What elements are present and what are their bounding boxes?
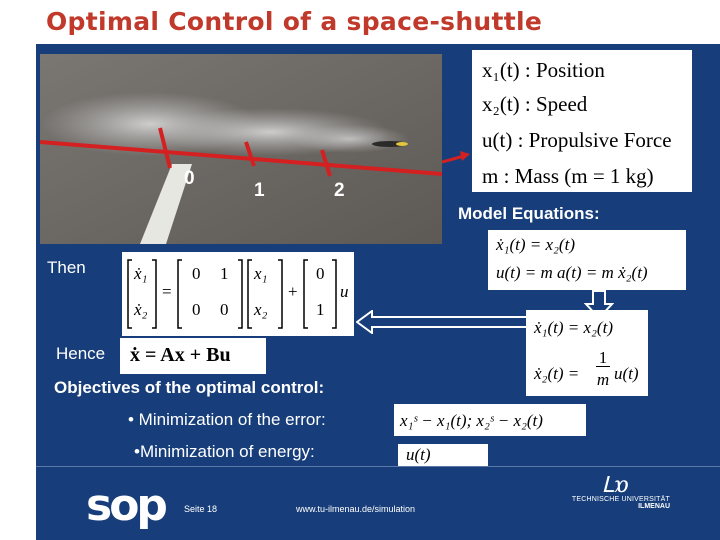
equals-sign: = [162,282,172,301]
lhs-x1-dot: ẋ₁ [134,264,148,283]
plus-sign: + [288,282,298,301]
state-eq-1: ẋ₁(t) = x₂(t) [534,318,613,337]
then-label: Then [47,258,86,277]
footer-url[interactable]: www.tu-ilmenau.de/simulation [296,504,416,514]
mark-label-2: 2 [334,180,345,201]
state-eq-2-rhs: u(t) [614,364,639,383]
tu-name-line2: ILMENAU [638,503,670,510]
mark-label-0: 0 [184,168,195,189]
objective-error: • Minimization of the error: [128,410,326,429]
state-eq-2-denominator: m [596,370,610,389]
footer-rule [36,466,720,467]
model-eq-1: ẋ₁(t) = x₂(t) [496,235,575,254]
compact-equation: ẋ = Ax + Bu [130,344,231,366]
state-eq-2-numerator: 1 [596,350,610,367]
legend-position: x₁(t) : Position [482,58,605,82]
state-eq-2-lhs: ẋ₂(t) = [534,364,580,383]
arrow-left-icon [356,310,528,334]
left-white-band [0,0,36,540]
variable-legend [472,50,692,192]
title-bar [0,0,720,44]
matrix-a-22: 0 [220,300,229,319]
tu-emblem-icon: ᒪɒ [601,473,629,498]
objective-energy: •Minimization of energy: [134,442,315,461]
energy-expression-box [398,444,488,466]
model-equations-box [488,230,686,290]
matrix-equation-box [122,252,354,336]
model-equations-heading: Model Equations: [458,204,600,223]
matrix-a-11: 0 [192,264,201,283]
error-expression: x₁ˢ − x₁(t); x₂ˢ − x₂(t) [400,411,543,430]
input-u: u [340,282,349,301]
sop-logo: sop [86,480,165,531]
slide-title: Optimal Control of a space-shuttle [46,7,543,36]
state-x1: x₁ [254,264,268,283]
tu-name-line1: TECHNISCHE UNIVERSITÄT [571,496,670,503]
mark-label-1: 1 [254,180,265,201]
compact-equation-box [120,338,266,374]
matrix-a-21: 0 [192,300,201,319]
arrow-to-legend-icon [442,140,472,170]
matrix-b-2: 1 [316,300,325,319]
error-expression-box [394,404,586,436]
page-number: Seite 18 [184,504,218,514]
legend-mass: m : Mass (m = 1 kg) [482,164,654,188]
lhs-x2-dot: ẋ₂ [134,300,148,319]
state-equations-box [526,310,648,396]
hence-label: Hence [56,344,106,363]
legend-force: u(t) : Propulsive Force [482,128,672,152]
matrix-b-1: 0 [316,264,325,283]
state-x2: x₂ [254,300,268,319]
energy-expression: u(t) [406,445,431,464]
tu-ilmenau-logo [560,473,670,510]
legend-speed: x₂(t) : Speed [482,92,588,116]
shuttle-photo [40,54,442,244]
model-eq-2: u(t) = m a(t) = m ẋ₂(t) [496,263,648,282]
matrix-a-12: 1 [220,264,229,283]
objectives-heading: Objectives of the optimal control: [54,378,325,397]
